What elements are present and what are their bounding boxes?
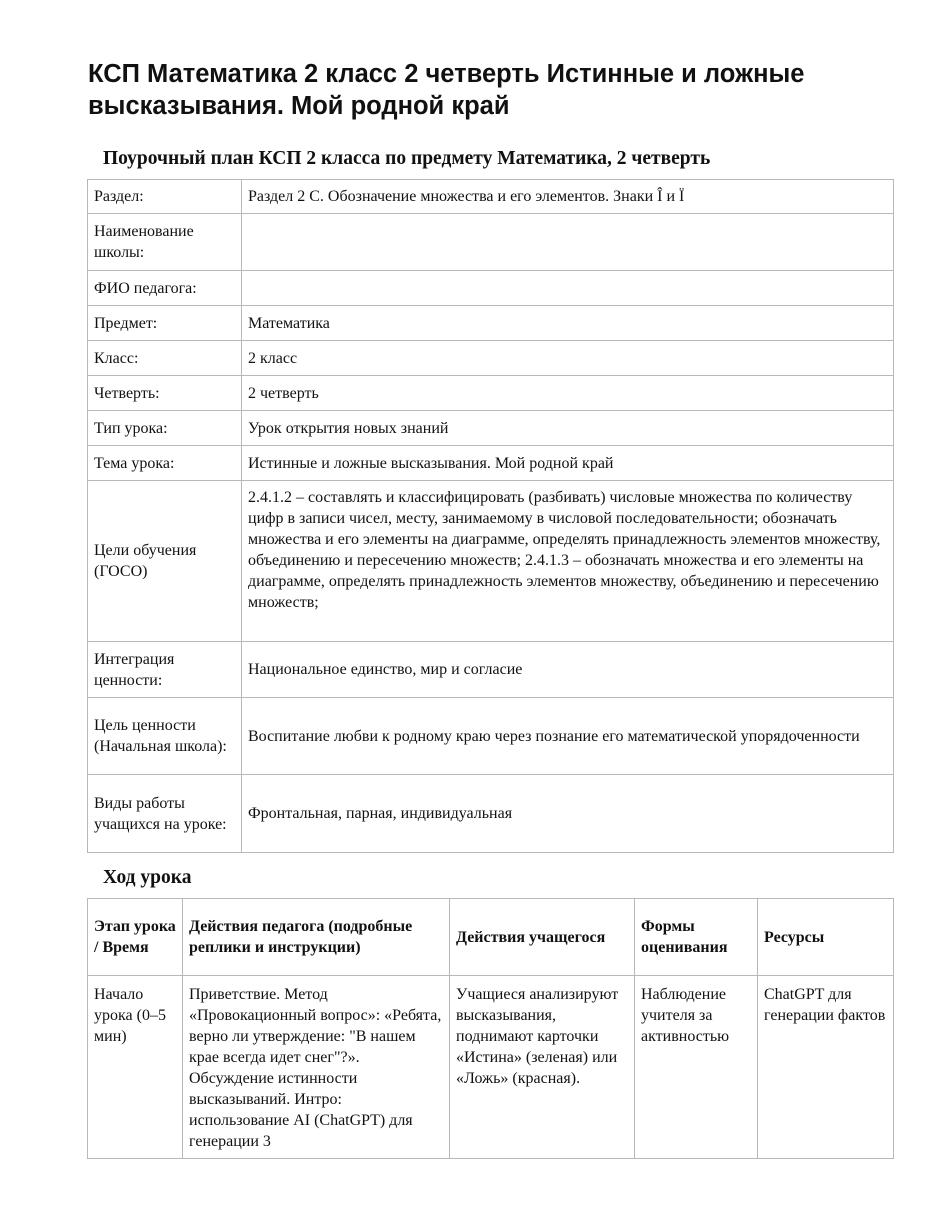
student-actions-cell: Учащиеся анализируют высказывания, поднимают карточки «Истина» (зеленая) или «Ложь» (красная). [450,976,635,1159]
column-header-teacher: Действия педагога (подробные реплики и инструкции) [183,899,450,976]
table-row [88,341,894,376]
table-row [88,376,894,411]
table-row [88,481,894,642]
row-label: Четверть: [88,376,242,411]
row-label: Виды работы учащихся на уроке: [88,775,242,853]
table-row [88,271,894,306]
row-label: Тема урока: [88,446,242,481]
column-header-stage: Этап урока / Время [88,899,183,976]
table-header-row [88,899,894,976]
table-row [88,446,894,481]
row-label: Наименование школы: [88,214,242,271]
row-label: Цели обучения (ГОСО) [88,481,242,642]
row-value: Раздел 2 С. Обозначение множества и его элементов. Знаки Î и Ï [242,180,894,214]
plan-heading: Поурочный план КСП 2 класса по предмету Математика, 2 четверть [103,148,711,169]
table-row [88,775,894,853]
row-label: Раздел: [88,180,242,214]
assessment-cell: Наблюдение учителя за активностью [635,976,758,1159]
row-label: ФИО педагога: [88,271,242,306]
table-row [88,214,894,271]
row-value: Урок открытия новых знаний [242,411,894,446]
plan-table [87,179,894,853]
column-header-assessment: Формы оценивания [635,899,758,976]
table-row [88,411,894,446]
row-label: Класс: [88,341,242,376]
table-row [88,306,894,341]
stage-cell: Начало урока (0–5 мин) [88,976,183,1159]
row-value: Математика [242,306,894,341]
row-value: Истинные и ложные высказывания. Мой родной край [242,446,894,481]
lesson-table [87,898,894,1159]
row-value: Воспитание любви к родному краю через познание его математической упорядоченности [242,698,894,775]
column-header-student: Действия учащегося [450,899,635,976]
row-value: 2 четверть [242,376,894,411]
table-row [88,642,894,698]
document-title: КСП Математика 2 класс 2 четверть Истинные и ложные высказывания. Мой родной край [88,60,805,120]
row-value: Фронтальная, парная, индивидуальная [242,775,894,853]
table-row [88,698,894,775]
row-value: 2.4.1.2 – составлять и классифицировать (разбивать) числовые множества по количеству цифр в записи чисел, месту, занимаемому в числовой последовательности; обозначать множества и его элементы на диаграмме, определять принадлежность элементов множеству, объединению и пересечению множеств; 2.4.1.3 – обозначать множества и его элементы на диаграмме, определять принадлежность элементов множеству, объединению и пересечению множеств; [242,481,894,642]
row-label: Интеграция ценности: [88,642,242,698]
row-value [242,271,894,306]
lesson-heading: Ход урока [103,867,192,888]
row-value [242,214,894,271]
table-row [88,180,894,214]
column-header-resources: Ресурсы [758,899,894,976]
row-value: 2 класс [242,341,894,376]
row-label: Предмет: [88,306,242,341]
resources-cell: ChatGPT для генерации фактов [758,976,894,1159]
table-row [88,976,894,1159]
row-label: Тип урока: [88,411,242,446]
teacher-actions-cell: Приветствие. Метод «Провокационный вопрос»: «Ребята, верно ли утверждение: "В нашем крае всегда идет снег"?». Обсуждение истинности высказываний. Интро: использование AI (ChatGPT) для генерации 3 [183,976,450,1159]
row-label: Цель ценности (Начальная школа): [88,698,242,775]
row-value: Национальное единство, мир и согласие [242,642,894,698]
